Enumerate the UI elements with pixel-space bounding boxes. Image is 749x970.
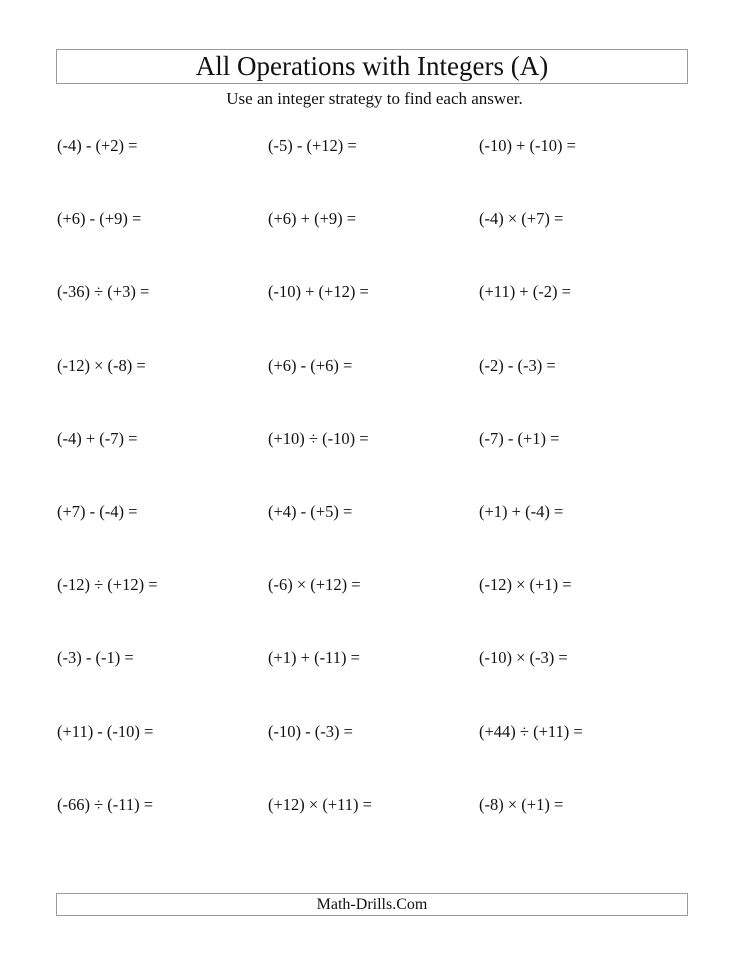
footer-site: Math-Drills.Com	[316, 895, 428, 913]
problem-27: (+44) ÷ (+11) =	[479, 721, 583, 741]
problem-8: (-10) + (+12) =	[268, 282, 369, 302]
problem-23: (+1) + (-11) =	[268, 648, 360, 668]
problem-1: (-4) - (+2) =	[57, 136, 138, 155]
problem-21: (-12) × (+1) =	[479, 575, 572, 595]
instructions: Use an integer strategy to find each answer.	[226, 89, 523, 108]
problem-18: (+1) + (-4) =	[479, 501, 564, 521]
footer-box	[56, 893, 688, 916]
problem-2: (-5) - (+12) =	[268, 136, 357, 155]
problem-11: (+6) - (+6) =	[268, 355, 353, 375]
title-box	[56, 49, 688, 84]
worksheet-title: All Operations with Integers (A)	[195, 51, 549, 81]
problem-14: (+10) ÷ (-10) =	[268, 428, 369, 448]
problem-16: (+7) - (-4) =	[57, 501, 138, 521]
problem-13: (-4) + (-7) =	[57, 428, 138, 448]
problem-9: (+11) + (-2) =	[479, 282, 571, 302]
problem-15: (-7) - (+1) =	[479, 428, 560, 448]
problem-5: (+6) + (+9) =	[268, 209, 357, 229]
problem-24: (-10) × (-3) =	[479, 648, 568, 668]
problem-25: (+11) - (-10) =	[57, 721, 154, 741]
problem-3: (-10) + (-10) =	[479, 136, 576, 155]
problem-22: (-3) - (-1) =	[57, 648, 134, 668]
problem-10: (-12) × (-8) =	[57, 355, 146, 375]
problem-4: (+6) - (+9) =	[57, 209, 142, 229]
problem-19: (-12) ÷ (+12) =	[57, 575, 158, 595]
problem-grid	[57, 135, 707, 867]
problem-12: (-2) - (-3) =	[479, 355, 556, 375]
problem-7: (-36) ÷ (+3) =	[57, 282, 150, 302]
problem-29: (+12) × (+11) =	[268, 794, 372, 814]
problem-20: (-6) × (+12) =	[268, 575, 361, 595]
problem-17: (+4) - (+5) =	[268, 501, 353, 521]
problem-28: (-66) ÷ (-11) =	[57, 794, 154, 814]
problem-26: (-10) - (-3) =	[268, 721, 353, 741]
problem-30: (-8) × (+1) =	[479, 794, 564, 814]
problem-6: (-4) × (+7) =	[479, 209, 564, 229]
